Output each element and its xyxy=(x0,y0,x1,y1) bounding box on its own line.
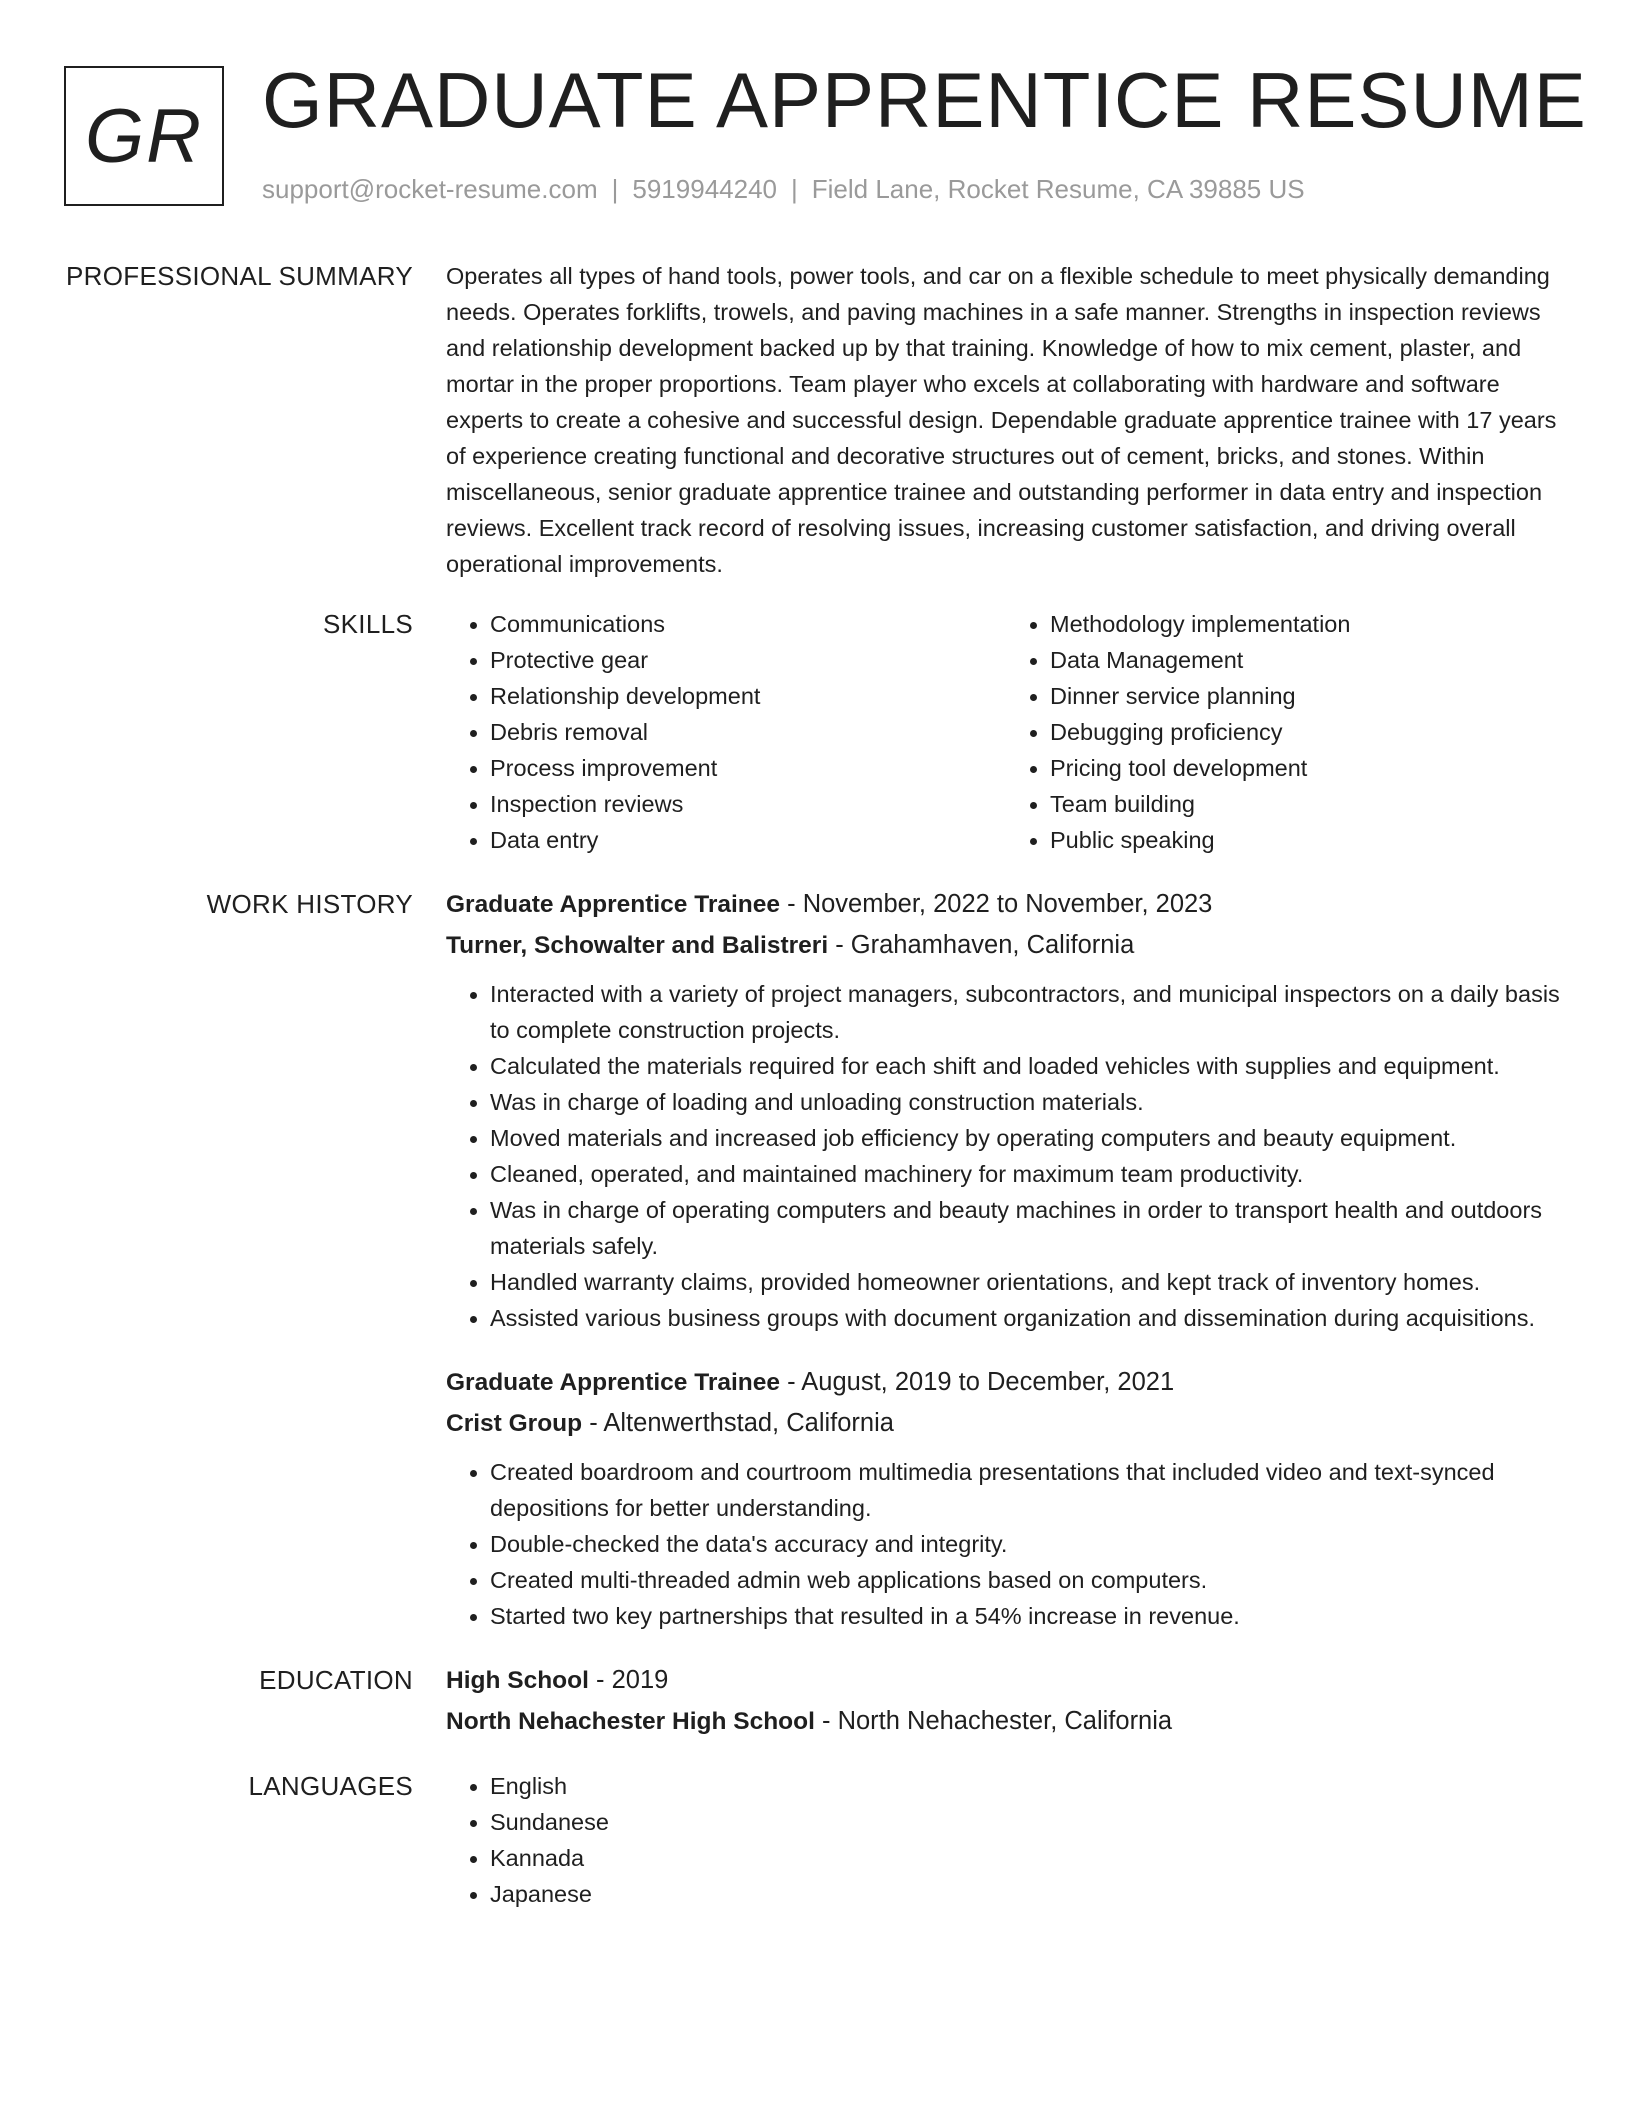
job-title: Graduate Apprentice Trainee xyxy=(446,1369,781,1396)
skills-body xyxy=(446,606,1566,858)
education-heading: EDUCATION xyxy=(259,1665,413,1695)
skills-grid xyxy=(446,606,1566,858)
languages-list xyxy=(446,1768,1566,1912)
summary-body xyxy=(446,258,1566,582)
job-duty: • Interacted with a variety of project managers, subcontractors, and municipal inspectors on a daily basis to complete construction projects. xyxy=(490,976,1566,1048)
languages-body xyxy=(446,1768,1566,1912)
education-body xyxy=(446,1660,1566,1742)
job-dates: - August, 2019 to December, 2021 xyxy=(780,1368,1175,1396)
skill-item: • Protective gear xyxy=(490,642,1006,678)
skill-item: • Debugging proficiency xyxy=(1050,714,1566,750)
job-duty: • Calculated the materials required for each shift and loaded vehicles with supplies and equipment. xyxy=(490,1048,1566,1084)
languages-section xyxy=(0,1768,1632,1912)
work-history-heading: WORK HISTORY xyxy=(206,889,413,919)
education-location: - North Nehachester, California xyxy=(814,1707,1173,1735)
education-school: North Nehachester High School xyxy=(446,1708,815,1735)
contact-address: Field Lane, Rocket Resume, CA 39885 US xyxy=(811,174,1305,204)
job-duties xyxy=(446,976,1566,1336)
job-entry xyxy=(446,884,1566,1336)
resume-sections xyxy=(0,258,1632,1936)
job-company: Turner, Schowalter and Balistreri xyxy=(446,932,829,959)
job-duty: • Started two key partnerships that resulted in a 54% increase in revenue. xyxy=(490,1598,1566,1634)
contact-separator: | xyxy=(791,174,798,204)
job-duty: • Double-checked the data's accuracy and integrity. xyxy=(490,1526,1566,1562)
education-degree-line xyxy=(446,1660,1566,1701)
summary-heading: PROFESSIONAL SUMMARY xyxy=(66,261,413,291)
summary-section xyxy=(0,258,1632,582)
job-title-line xyxy=(446,1362,1566,1403)
language-item: • Japanese xyxy=(490,1876,1566,1912)
skills-section xyxy=(0,606,1632,858)
skill-item: • Communications xyxy=(490,606,1006,642)
skill-item: • Data entry xyxy=(490,822,1006,858)
education-section xyxy=(0,1660,1632,1742)
skill-item: • Inspection reviews xyxy=(490,786,1006,822)
skill-item: • Relationship development xyxy=(490,678,1006,714)
job-duty: • Moved materials and increased job efficiency by operating computers and beauty equipment. xyxy=(490,1120,1566,1156)
contact-separator: | xyxy=(611,174,619,204)
skill-item: • Team building xyxy=(1050,786,1566,822)
skill-item: • Data Management xyxy=(1050,642,1566,678)
summary-text: Operates all types of hand tools, power tools, and car on a flexible schedule to meet physically demanding needs. Operates forklifts, trowels, and paving machines in a safe manner. Strengths in inspection reviews and relationship development backed up by that training. Knowledge of how to mix cement, plaster, and mortar in the proper proportions. Team player who excels at collaborating with hardware and software experts to create a cohesive and successful design. Dependable graduate apprentice trainee with 17 years of experience creating functional and decorative structures out of cement, bricks, and stones. Within miscellaneous, senior graduate apprentice trainee and outstanding performer in data entry and inspection reviews. Excellent track record of resolving issues, increasing customer satisfaction, and driving overall operational improvements. xyxy=(446,263,1557,577)
job-dates: - November, 2022 to November, 2023 xyxy=(780,890,1213,918)
job-duty: • Was in charge of loading and unloading construction materials. xyxy=(490,1084,1566,1120)
job-duties xyxy=(446,1454,1566,1634)
job-location: - Altenwerthstad, California xyxy=(582,1409,894,1437)
skill-item: • Debris removal xyxy=(490,714,1006,750)
monogram-badge: GR xyxy=(64,66,224,206)
job-company-line xyxy=(446,925,1566,966)
job-duty: • Created boardroom and courtroom multimedia presentations that included video and text-synced depositions for better understanding. xyxy=(490,1454,1566,1526)
contact-line xyxy=(262,174,1305,205)
skills-heading: SKILLS xyxy=(323,609,413,639)
languages-heading: LANGUAGES xyxy=(248,1771,413,1801)
job-duty: • Handled warranty claims, provided homeowner orientations, and kept track of inventory homes. xyxy=(490,1264,1566,1300)
skill-item: • Process improvement xyxy=(490,750,1006,786)
education-degree: High School xyxy=(446,1667,589,1694)
job-duty: • Cleaned, operated, and maintained machinery for maximum team productivity. xyxy=(490,1156,1566,1192)
skills-list-right xyxy=(1006,606,1566,858)
language-item: • English xyxy=(490,1768,1566,1804)
skill-item: • Public speaking xyxy=(1050,822,1566,858)
job-duty: • Created multi-threaded admin web applications based on computers. xyxy=(490,1562,1566,1598)
resume-title: GRADUATE APPRENTICE RESUME xyxy=(262,56,1587,144)
skill-item: • Pricing tool development xyxy=(1050,750,1566,786)
job-duty: • Was in charge of operating computers and beauty machines in order to transport health and outdoors materials safely. xyxy=(490,1192,1566,1264)
job-duty: • Assisted various business groups with document organization and dissemination during acquisitions. xyxy=(490,1300,1566,1336)
contact-phone: 5919944240 xyxy=(632,174,777,204)
language-item: • Kannada xyxy=(490,1840,1566,1876)
job-entry xyxy=(446,1362,1566,1634)
skills-list-left xyxy=(446,606,1006,858)
skill-item: • Dinner service planning xyxy=(1050,678,1566,714)
job-title-line xyxy=(446,884,1566,925)
job-location: - Grahamhaven, California xyxy=(828,931,1135,959)
job-company: Crist Group xyxy=(446,1410,583,1437)
skill-item: • Methodology implementation xyxy=(1050,606,1566,642)
job-company-line xyxy=(446,1403,1566,1444)
work-history-section xyxy=(0,884,1632,1660)
job-title: Graduate Apprentice Trainee xyxy=(446,891,781,918)
education-year: - 2019 xyxy=(588,1666,669,1694)
contact-email: support@rocket-resume.com xyxy=(262,174,598,204)
education-school-line xyxy=(446,1701,1566,1742)
work-history-body xyxy=(446,884,1566,1660)
language-item: • Sundanese xyxy=(490,1804,1566,1840)
